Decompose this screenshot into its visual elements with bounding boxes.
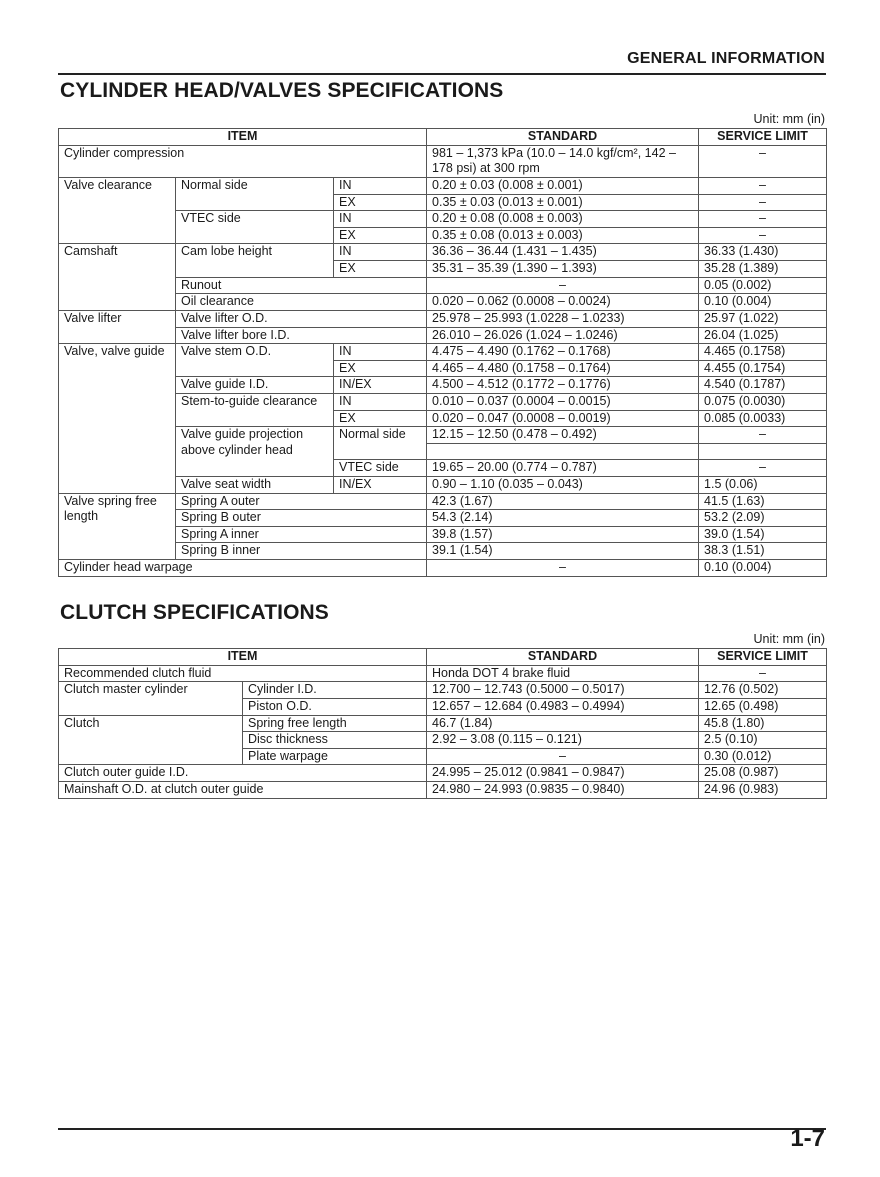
- standard-value: 36.36 – 36.44 (1.431 – 1.435): [427, 244, 699, 261]
- limit-value: 0.30 (0.012): [699, 748, 827, 765]
- limit-value: –: [699, 460, 827, 477]
- subgroup-label: Spring A outer: [176, 493, 427, 510]
- standard-value: 0.20 ± 0.08 (0.008 ± 0.003): [427, 211, 699, 228]
- subgroup-label: Piston O.D.: [243, 698, 427, 715]
- group-label: Clutch master cylinder: [59, 682, 243, 715]
- limit-value: 38.3 (1.51): [699, 543, 827, 560]
- standard-value: 39.1 (1.54): [427, 543, 699, 560]
- standard-value: 25.978 – 25.993 (1.0228 – 1.0233): [427, 310, 699, 327]
- col-limit-header: SERVICE LIMIT: [699, 649, 827, 666]
- group-label: Valve spring free length: [59, 493, 176, 560]
- subgroup-label: Valve guide I.D.: [176, 377, 334, 394]
- limit-value: –: [699, 194, 827, 211]
- cylinder-unit-note: Unit: mm (in): [753, 112, 825, 126]
- table-row: [59, 145, 827, 177]
- item-label: Recommended clutch fluid: [59, 665, 427, 682]
- subgroup-label: Plate warpage: [243, 748, 427, 765]
- standard-value: 54.3 (2.14): [427, 510, 699, 527]
- table-row: [59, 493, 827, 510]
- table-row: [59, 782, 827, 799]
- standard-value: 0.35 ± 0.03 (0.013 ± 0.001): [427, 194, 699, 211]
- subgroup-label: Oil clearance: [176, 294, 427, 311]
- subgroup-label: Runout: [176, 277, 427, 294]
- standard-value: 46.7 (1.84): [427, 715, 699, 732]
- limit-value: –: [699, 211, 827, 228]
- standard-value: 4.465 – 4.480 (0.1758 – 0.1764): [427, 360, 699, 377]
- page-number: 1-7: [790, 1125, 825, 1152]
- side-label: IN: [334, 177, 427, 194]
- clutch-title: CLUTCH SPECIFICATIONS: [60, 601, 329, 624]
- limit-value: 4.455 (0.1754): [699, 360, 827, 377]
- item-label: Cylinder head warpage: [59, 560, 427, 577]
- limit-value: 1.5 (0.06): [699, 476, 827, 493]
- limit-value: 25.97 (1.022): [699, 310, 827, 327]
- limit-value: 39.0 (1.54): [699, 526, 827, 543]
- standard-value: 0.020 – 0.047 (0.0008 – 0.0019): [427, 410, 699, 427]
- limit-value-continued: [699, 443, 827, 459]
- subgroup-label: Valve seat width: [176, 476, 334, 493]
- table-header-row: [59, 649, 827, 666]
- table-row: [59, 244, 827, 261]
- limit-value: 12.76 (0.502): [699, 682, 827, 699]
- limit-value: 0.10 (0.004): [699, 560, 827, 577]
- standard-value: 0.020 – 0.062 (0.0008 – 0.0024): [427, 294, 699, 311]
- col-limit-header: SERVICE LIMIT: [699, 129, 827, 146]
- side-label: EX: [334, 194, 427, 211]
- standard-value: 0.35 ± 0.08 (0.013 ± 0.003): [427, 227, 699, 244]
- standard-value: 12.657 – 12.684 (0.4983 – 0.4994): [427, 698, 699, 715]
- side-label: Normal side: [334, 427, 427, 460]
- standard-value: 19.65 – 20.00 (0.774 – 0.787): [427, 460, 699, 477]
- subgroup-label: VTEC side: [176, 211, 334, 244]
- item-label: Clutch outer guide I.D.: [59, 765, 427, 782]
- limit-value: 35.28 (1.389): [699, 261, 827, 278]
- standard-value: Honda DOT 4 brake fluid: [427, 665, 699, 682]
- group-label: Camshaft: [59, 244, 176, 311]
- limit-value: 0.05 (0.002): [699, 277, 827, 294]
- limit-value: –: [699, 665, 827, 682]
- side-label: IN/EX: [334, 476, 427, 493]
- limit-value: –: [699, 227, 827, 244]
- side-label: EX: [334, 227, 427, 244]
- limit-value: 41.5 (1.63): [699, 493, 827, 510]
- limit-value: 0.085 (0.0033): [699, 410, 827, 427]
- standard-value: 4.475 – 4.490 (0.1762 – 0.1768): [427, 344, 699, 361]
- subgroup-label: Valve stem O.D.: [176, 344, 334, 377]
- limit-value: 0.10 (0.004): [699, 294, 827, 311]
- subgroup-label: Spring B outer: [176, 510, 427, 527]
- subgroup-label: Valve guide projection above cylinder head: [176, 427, 334, 477]
- limit-value: 25.08 (0.987): [699, 765, 827, 782]
- cylinder-head-title: CYLINDER HEAD/VALVES SPECIFICATIONS: [60, 79, 504, 102]
- table-row: [59, 665, 827, 682]
- limit-value: –: [699, 177, 827, 194]
- item-label: Cylinder compression: [59, 145, 427, 177]
- standard-value: 0.90 – 1.10 (0.035 – 0.043): [427, 476, 699, 493]
- subgroup-label: Spring free length: [243, 715, 427, 732]
- subgroup-label: Spring A inner: [176, 526, 427, 543]
- clutch-unit-note: Unit: mm (in): [753, 632, 825, 646]
- subgroup-label: Valve lifter bore I.D.: [176, 327, 427, 344]
- limit-value: –: [699, 427, 827, 444]
- group-label: Valve, valve guide: [59, 344, 176, 493]
- standard-value: 39.8 (1.57): [427, 526, 699, 543]
- side-label: IN: [334, 394, 427, 411]
- standard-value: 12.700 – 12.743 (0.5000 – 0.5017): [427, 682, 699, 699]
- subgroup-label: Stem-to-guide clearance: [176, 394, 334, 427]
- limit-value: 4.540 (0.1787): [699, 377, 827, 394]
- top-rule: [58, 73, 826, 75]
- limit-value: 26.04 (1.025): [699, 327, 827, 344]
- subgroup-label: Normal side: [176, 177, 334, 210]
- standard-value: 24.995 – 25.012 (0.9841 – 0.9847): [427, 765, 699, 782]
- standard-value: 24.980 – 24.993 (0.9835 – 0.9840): [427, 782, 699, 799]
- subgroup-label: Spring B inner: [176, 543, 427, 560]
- group-label: Valve clearance: [59, 177, 176, 244]
- standard-value: –: [427, 748, 699, 765]
- side-label: IN/EX: [334, 377, 427, 394]
- limit-value: 53.2 (2.09): [699, 510, 827, 527]
- standard-value-continued: [427, 443, 699, 459]
- table-row: [59, 682, 827, 699]
- col-item-header: ITEM: [59, 129, 427, 146]
- clutch-spec-table: [58, 648, 827, 799]
- subgroup-label: Cylinder I.D.: [243, 682, 427, 699]
- col-standard-header: STANDARD: [427, 649, 699, 666]
- group-label: Valve lifter: [59, 310, 176, 343]
- col-standard-header: STANDARD: [427, 129, 699, 146]
- limit-value: 12.65 (0.498): [699, 698, 827, 715]
- standard-value: 2.92 – 3.08 (0.115 – 0.121): [427, 732, 699, 749]
- side-label: IN: [334, 344, 427, 361]
- side-label: EX: [334, 360, 427, 377]
- limit-value: 4.465 (0.1758): [699, 344, 827, 361]
- limit-value: 0.075 (0.0030): [699, 394, 827, 411]
- table-row: [59, 560, 827, 577]
- section-header: GENERAL INFORMATION: [627, 50, 825, 67]
- limit-value: –: [699, 145, 827, 177]
- standard-value: 0.010 – 0.037 (0.0004 – 0.0015): [427, 394, 699, 411]
- standard-value: 42.3 (1.67): [427, 493, 699, 510]
- table-header-row: [59, 129, 827, 146]
- table-row: [59, 715, 827, 732]
- side-label: VTEC side: [334, 460, 427, 477]
- item-label: Mainshaft O.D. at clutch outer guide: [59, 782, 427, 799]
- side-label: IN: [334, 244, 427, 261]
- table-row: [59, 310, 827, 327]
- bottom-rule: [58, 1128, 826, 1130]
- subgroup-label: Disc thickness: [243, 732, 427, 749]
- limit-value: 36.33 (1.430): [699, 244, 827, 261]
- table-row: [59, 177, 827, 194]
- table-row: [59, 344, 827, 361]
- limit-value: 24.96 (0.983): [699, 782, 827, 799]
- side-label: EX: [334, 410, 427, 427]
- standard-value: –: [427, 277, 699, 294]
- cylinder-head-spec-table: [58, 128, 827, 577]
- limit-value: 2.5 (0.10): [699, 732, 827, 749]
- standard-value: 35.31 – 35.39 (1.390 – 1.393): [427, 261, 699, 278]
- side-label: IN: [334, 211, 427, 228]
- standard-value: 12.15 – 12.50 (0.478 – 0.492): [427, 427, 699, 444]
- side-label: EX: [334, 261, 427, 278]
- standard-value: 26.010 – 26.026 (1.024 – 1.0246): [427, 327, 699, 344]
- standard-value: 981 – 1,373 kPa (10.0 – 14.0 kgf/cm², 142 – 178 psi) at 300 rpm: [427, 145, 699, 177]
- standard-value: –: [427, 560, 699, 577]
- col-item-header: ITEM: [59, 649, 427, 666]
- limit-value: 45.8 (1.80): [699, 715, 827, 732]
- subgroup-label: Cam lobe height: [176, 244, 334, 277]
- standard-value: 4.500 – 4.512 (0.1772 – 0.1776): [427, 377, 699, 394]
- group-label: Clutch: [59, 715, 243, 765]
- subgroup-label: Valve lifter O.D.: [176, 310, 427, 327]
- standard-value: 0.20 ± 0.03 (0.008 ± 0.001): [427, 177, 699, 194]
- table-row: [59, 765, 827, 782]
